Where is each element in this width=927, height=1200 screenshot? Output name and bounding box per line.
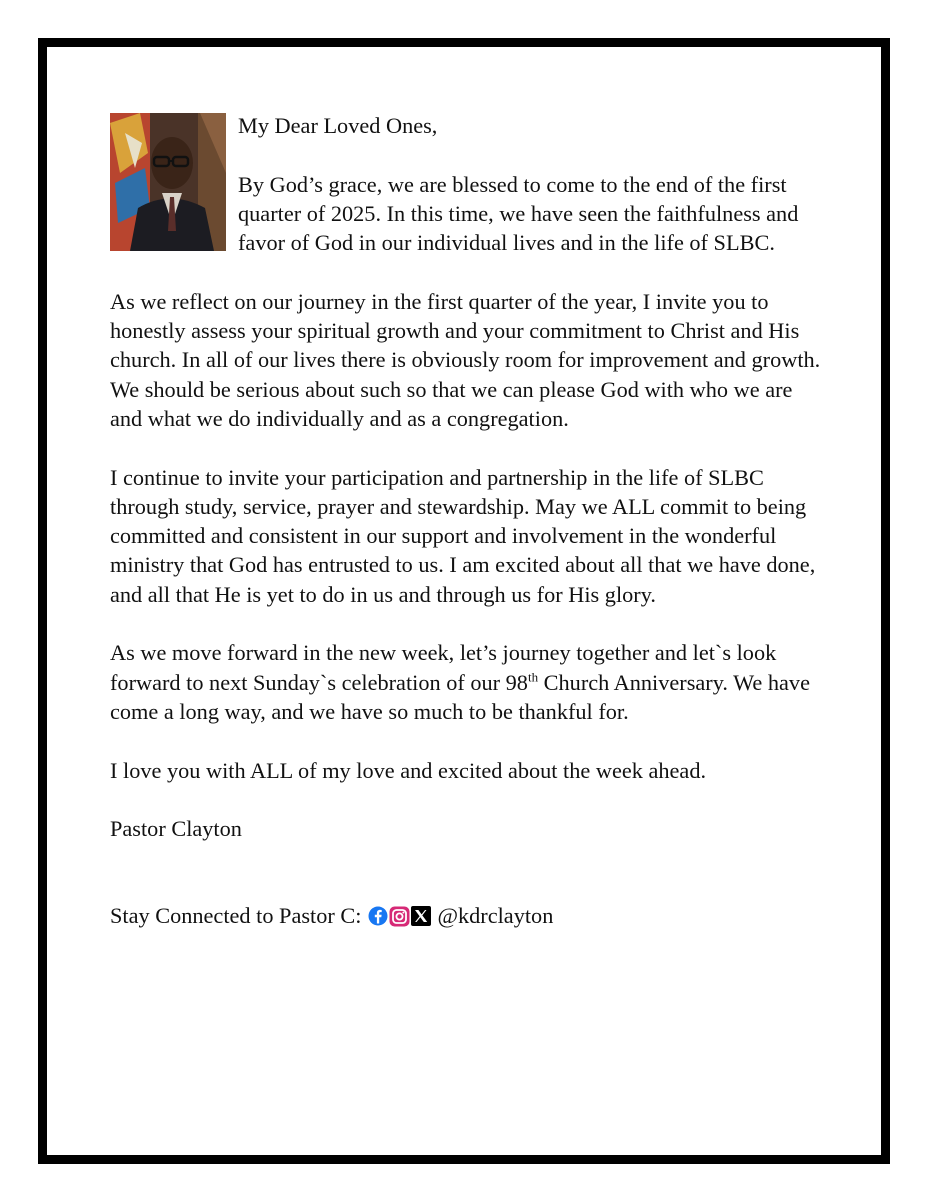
paragraph-4-text: As we move forward in the new week, let’s journey together and let`s look forward to next Sunday`s celebration of our 98 <box>110 640 777 695</box>
paragraph-1: By God’s grace, we are blessed to come to the end of the first quarter of 2025. In this time, we have seen the faithfulness and favor of God in our individual lives and in the life of SLBC. <box>238 171 799 256</box>
social-handle[interactable]: @kdrclayton <box>437 903 554 929</box>
signature: Pastor Clayton <box>110 816 242 842</box>
x-icon[interactable] <box>411 906 431 926</box>
paragraph-3: I continue to invite your participation and partnership in the life of SLBC through study, service, prayer and stewardship. May we ALL commit to being committed and consistent in our support and involvement in the wonderful ministry that God has entrusted to us. I am excited about all that we have done, and all that He is yet to do in us and through us for His glory. <box>110 464 816 607</box>
paragraph-5: I love you with ALL of my love and excited about the week ahead. <box>110 757 707 783</box>
facebook-icon[interactable] <box>368 906 388 926</box>
ordinal-suffix: th <box>527 669 539 685</box>
connect-label: Stay Connected to Pastor C: <box>110 903 362 929</box>
letter-body <box>110 111 825 931</box>
paragraph-4-text-end: Church Anniversary. We have come a long way, and we have so much to be thankful for. <box>110 669 810 724</box>
pastor-photo <box>110 113 226 251</box>
social-icons <box>368 906 431 927</box>
paragraph-4 <box>110 638 825 726</box>
instagram-icon[interactable] <box>389 906 410 927</box>
greeting: My Dear Loved Ones, <box>238 113 438 138</box>
paragraph-2: As we reflect on our journey in the first quarter of the year, I invite you to honestly assess your spiritual growth and your commitment to Christ and His church. In all of our lives there is obviously room for improvement and growth. We should be serious about such so that we can please God with who we are and what we do individually and as a congregation. <box>110 288 821 431</box>
social-connect-line <box>110 901 825 930</box>
